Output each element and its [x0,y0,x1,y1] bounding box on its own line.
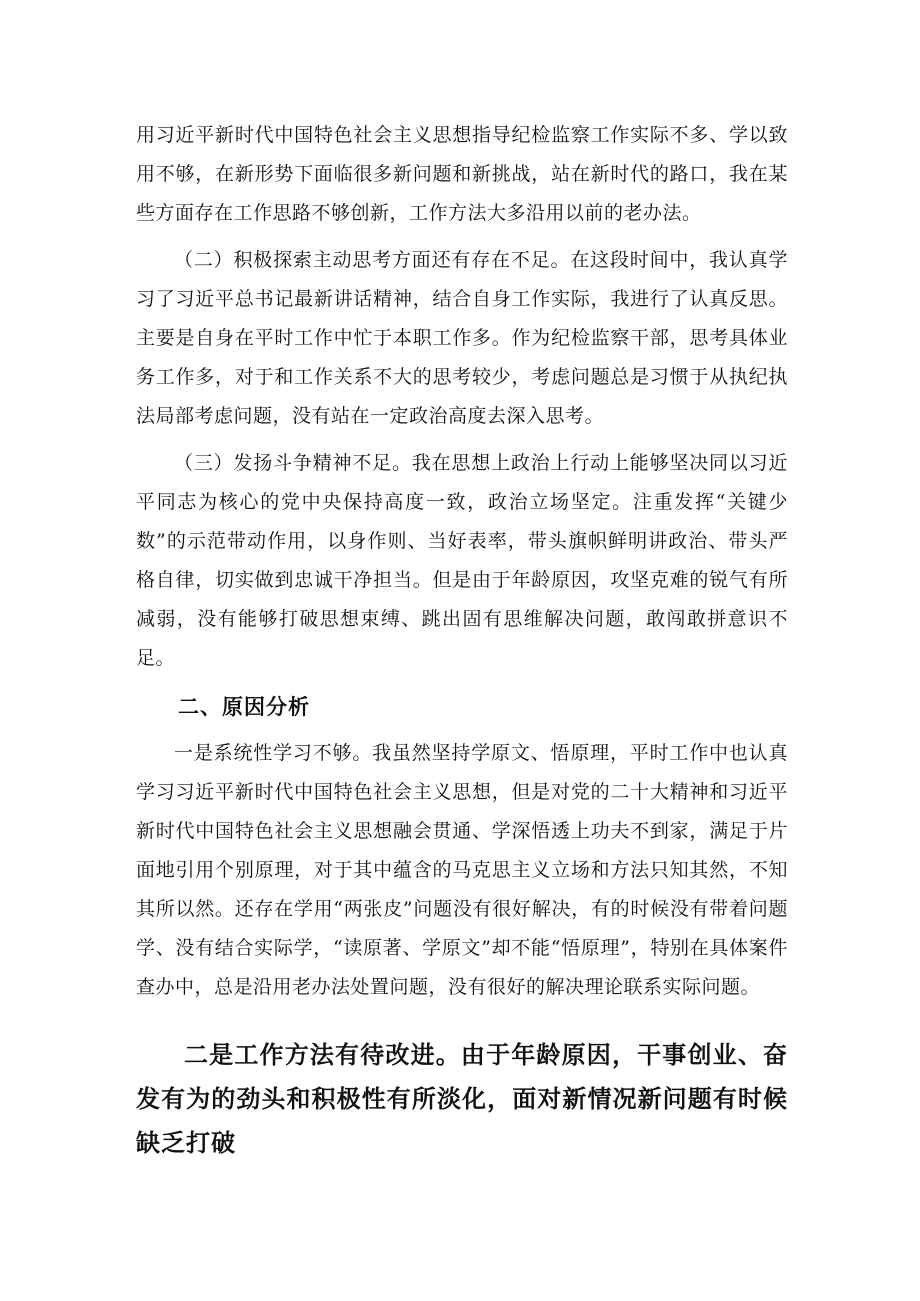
paragraph-analysis-two: 二是工作方法有待改进。由于年龄原因，干事创业、奋发有为的劲头和积极性有所淡化，面对新情况新问题有时候缺乏打破 [136,1041,788,1157]
paragraph-analysis-one: 一是系统性学习不够。我虽然坚持学原文、悟原理，平时工作中也认真学习习近平新时代中国特色社会主义思想，但是对党的二十大精神和习近平新时代中国特色社会主义思想融会贯通、学深悟透上功夫不到家，满足于片面地引用个别原理，对于其中蕴含的马克思主义立场和方法只知其然，不知其所以然。还存在学用“两张皮”问题没有很好解决，有的时候没有带着问题学、没有结合实际学，“读原著、学原文”却不能“悟原理”，特别在具体案件查办中，总是沿用老办法处置问题，没有很好的解决理论联系实际问题。 [136,742,788,998]
paragraph-section-two: （二）积极探索主动思考方面还有存在不足。在这段时间中，我认真学习了习近平总书记最新讲话精神，结合自身工作实际，我进行了认真反思。主要是自身在平时工作中忙于本职工作多。作为纪检监察干部，思考具体业务工作多，对于和工作关系不大的思考较少，考虑问题总是习惯于从执纪执法局部考虑问题，没有站在一定政治高度去深入思考。 [136,249,788,427]
paragraph-continuation: 用习近平新时代中国特色社会主义思想指导纪检监察工作实际不多、学以致用不够，在新形势下面临很多新问题和新挑战，站在新时代的路口，我在某些方面存在工作思路不够创新，工作方法大多沿用以前的老办法。 [136,124,788,224]
section-heading: 二、原因分析 [178,695,310,719]
document-body [136,116,788,1165]
paragraph-section-three: （三）发扬斗争精神不足。我在思想上政治上行动上能够坚决同以习近平同志为核心的党中央保持高度一致，政治立场坚定。注重发挥“关键少数”的示范带动作用，以身作则、当好表率，带头旗帜鲜明讲政治、带头严格自律，切实做到忠诚干净担当。但是由于年龄原因，攻坚克难的锐气有所减弱，没有能够打破思想束缚、跳出固有思维解决问题，敢闯敢拼意识不足。 [136,452,788,669]
